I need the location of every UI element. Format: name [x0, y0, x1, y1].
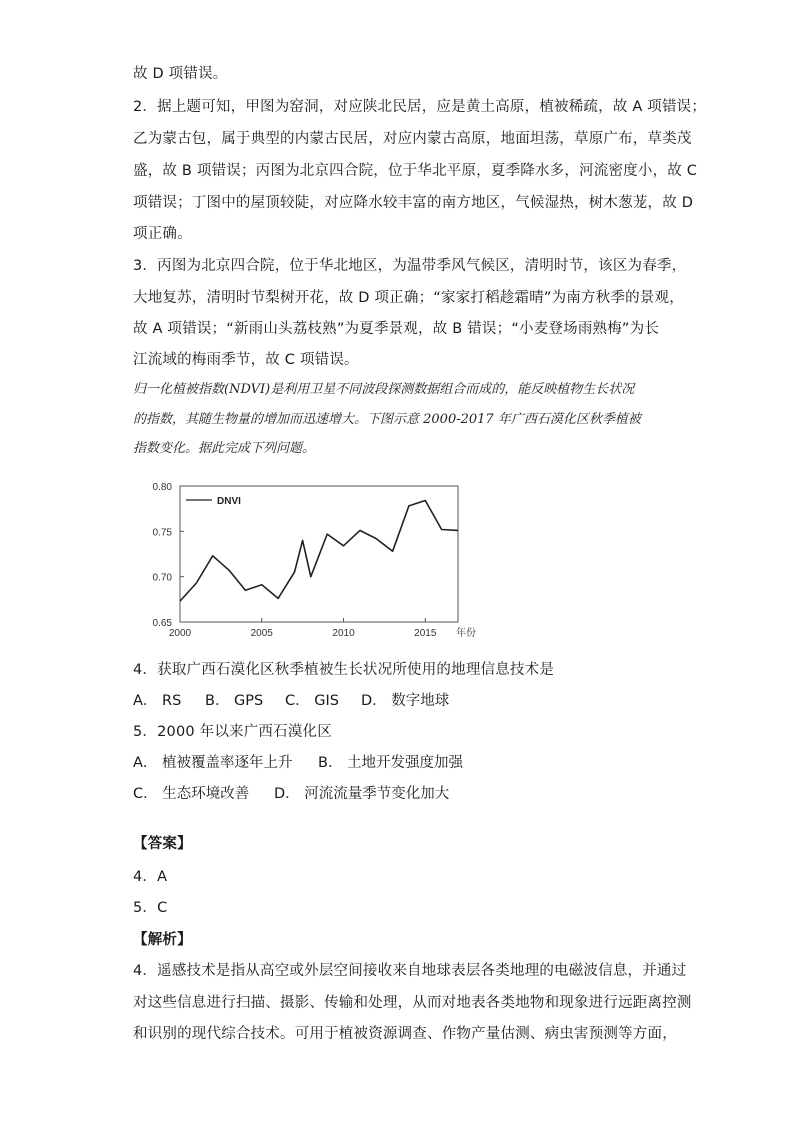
chart-x-ticks [169, 618, 476, 639]
analysis-line: 4．遥感技术是指从高空或外层空间接收来自地球表层各类地理的电磁波信息，并通过 [133, 963, 687, 979]
text-line: 3．丙图为北京四合院，位于华北地区，为温带季风气候区，清明时节，该区为春季， [133, 258, 687, 274]
x-axis-unit: 年份 [456, 628, 476, 639]
x-tick-label: 2015 [414, 628, 437, 639]
chart-series [180, 501, 458, 602]
question-5: 5．2000 年以来广西石漠化区 [133, 724, 332, 740]
y-tick-label: 0.70 [152, 572, 172, 584]
chart-y-ticks [153, 482, 184, 629]
intro-line: 的指数，其随生物量的增加而迅速增大。下图示意 2000-2017 年广西石漠化区秋季植被 [133, 412, 641, 427]
x-tick-label: 2005 [250, 628, 273, 639]
analysis-heading: 【解析】 [133, 932, 192, 948]
ndvi-line-chart [130, 474, 490, 646]
q4-option-d: D． 数字地球 [361, 693, 450, 709]
q4-option-a: A． RS [133, 693, 182, 709]
chart-legend [186, 496, 241, 507]
q5-option-a: A． 植被覆盖率逐年上升 [133, 755, 293, 771]
x-tick-label: 2010 [332, 628, 355, 639]
text-line: 项错误；丁图中的屋顶较陡，对应降水较丰富的南方地区，气候湿热，树木葱茏，故 D [133, 195, 694, 211]
series-line [180, 501, 458, 602]
y-tick-label: 0.65 [152, 618, 172, 629]
q4-option-c: C． GIS [285, 693, 339, 709]
text-line: 故 A 项错误；“新雨山头荔枝熟”为夏季景观，故 B 错误；“小麦登场雨熟梅”为长 [133, 321, 660, 337]
text-line: 项正确。 [133, 226, 192, 242]
y-tick-label: 0.75 [152, 527, 172, 539]
q5-option-c: C． 生态环境改善 [133, 786, 250, 802]
intro-line: 指数变化。据此完成下列问题。 [133, 441, 316, 456]
question-4: 4．获取广西石漠化区秋季植被生长状况所使用的地理信息技术是 [133, 662, 555, 678]
text-line: 2．据上题可知，甲图为窑洞，对应陕北民居，应是黄土高原，植被稀疏，故 A 项错误； [133, 99, 707, 115]
q5-option-b: B． 土地开发强度加强 [318, 755, 464, 771]
answer-line: 4．A [133, 869, 168, 885]
q4-option-b: B． GPS [205, 693, 264, 709]
text-line: 大地复苏，清明时节梨树开花，故 D 项正确；“家家打稻趁霜晴”为南方秋季的景观， [133, 290, 684, 306]
intro-line: 归一化植被指数(NDVI)是利用卫星不同波段探测数据组合而成的，能反映植物生长状况 [133, 382, 635, 397]
answer-heading: 【答案】 [133, 836, 192, 852]
analysis-line: 和识别的现代综合技术。可用于植被资源调查、作物产量估测、病虫害预测等方面， [133, 1026, 677, 1042]
y-tick-label: 0.80 [152, 482, 172, 493]
q5-option-d: D． 河流流量季节变化加大 [274, 786, 450, 802]
text-line: 江流域的梅雨季节，故 C 项错误。 [133, 352, 359, 368]
analysis-line: 对这些信息进行扫描、摄影、传输和处理，从而对地表各类地物和现象进行远距离控测 [133, 995, 692, 1011]
text-line: 盛，故 B 项错误；丙图为北京四合院，位于华北平原，夏季降水多，河流密度小，故 C [133, 163, 698, 179]
text-line: 故 D 项错误。 [133, 66, 228, 82]
text-line: 乙为蒙古包，属于典型的内蒙古民居，对应内蒙古高原，地面坦荡，草原广布，草类茂 [133, 131, 692, 147]
answer-line: 5．C [133, 900, 168, 916]
legend-label: DNVI [217, 496, 241, 507]
x-tick-label: 2000 [168, 628, 192, 639]
